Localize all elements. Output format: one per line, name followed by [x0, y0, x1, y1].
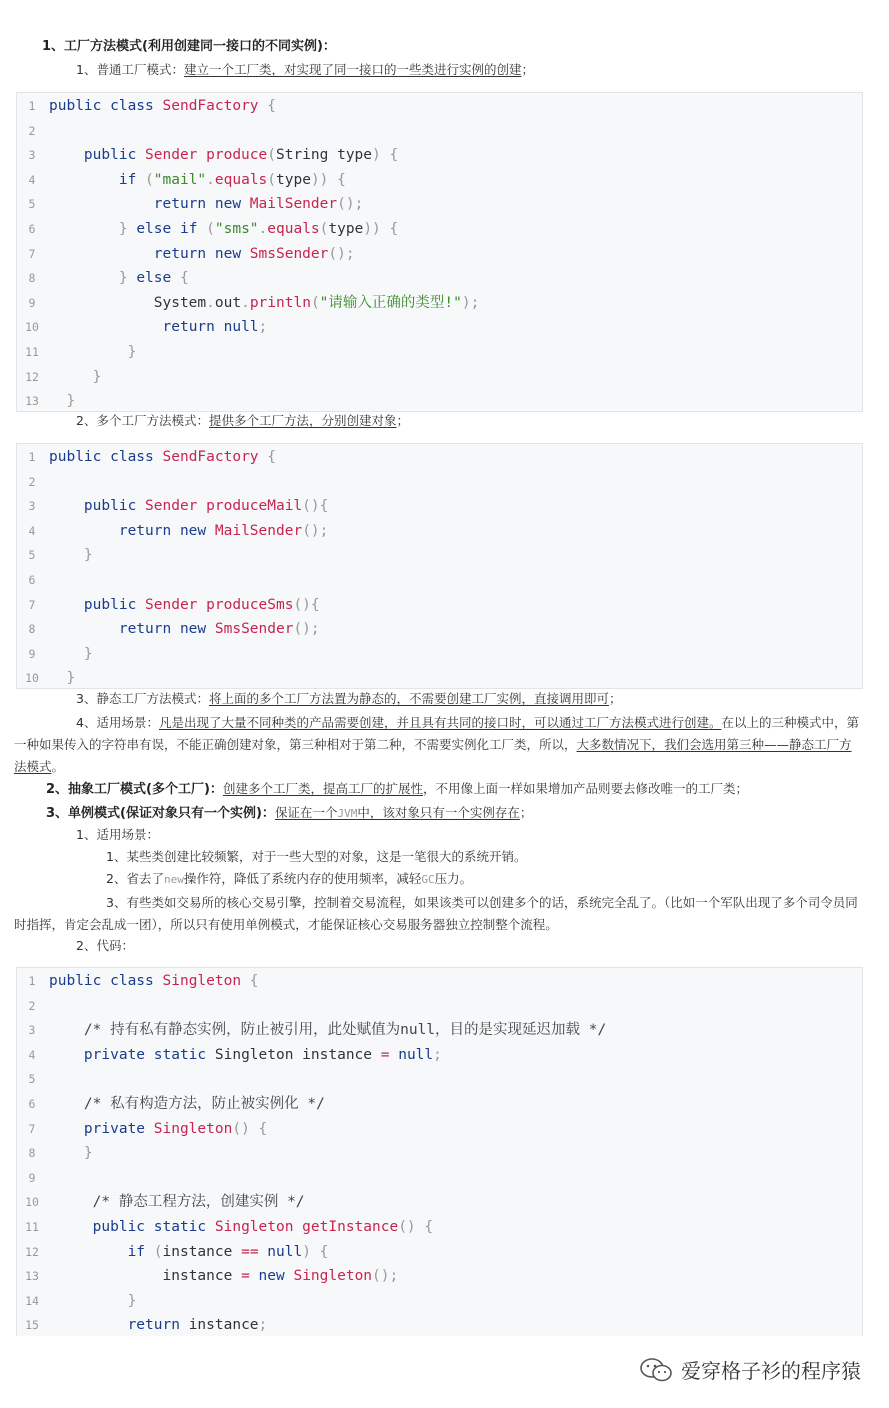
code-token: } — [66, 670, 76, 687]
code-token: (); — [302, 522, 329, 539]
code-token: } — [66, 393, 76, 410]
code-token: return null — [162, 319, 259, 336]
code-line — [17, 1313, 862, 1338]
line-number: 5 — [28, 197, 36, 212]
code-token: { — [258, 449, 276, 465]
code-line — [17, 192, 862, 217]
subsection-applicable-scenarios — [14, 712, 864, 778]
code-line — [17, 994, 862, 1019]
code-line — [17, 1018, 862, 1043]
label: 2、多个工厂方法模式： — [76, 413, 209, 428]
code-token: public class — [49, 973, 163, 989]
code-line — [17, 593, 862, 618]
code-token: null — [389, 1046, 434, 1063]
code-token: private static — [83, 1046, 215, 1063]
code-line — [17, 1117, 862, 1142]
watermark — [639, 1355, 861, 1384]
line-number: 3 — [28, 1023, 36, 1038]
code-line — [17, 617, 862, 642]
code-token: MailSender — [214, 522, 303, 539]
line-number: 6 — [28, 1096, 36, 1111]
code-token — [49, 1121, 84, 1137]
code-token — [49, 295, 154, 311]
jvm-term: JVM — [337, 807, 358, 820]
code-text — [49, 1289, 136, 1314]
line-number: 1 — [28, 99, 36, 113]
new-term: new — [163, 873, 184, 886]
code-token — [49, 270, 119, 286]
line-number: 13 — [25, 394, 39, 409]
code-token: () { — [232, 1120, 268, 1137]
code-line — [17, 1166, 862, 1191]
code-block-singleton — [16, 967, 863, 1336]
code-token: (){ — [302, 498, 329, 515]
code-token: SmsSender — [214, 621, 294, 638]
code-token: return new — [118, 522, 215, 539]
watermark-text: 爱穿格子衫的程序猿 — [681, 1359, 861, 1383]
code-token — [49, 523, 119, 539]
line-number: 9 — [28, 646, 36, 661]
code-token: println — [249, 294, 311, 311]
code-token: /* 静态工程方法，创建实例 */ — [92, 1194, 305, 1211]
code-token: ) { — [372, 147, 399, 164]
line-number: 7 — [28, 246, 36, 261]
code-token: { — [179, 270, 189, 287]
code-token — [49, 319, 163, 335]
code-token: Sender produce — [145, 147, 268, 164]
code-token — [49, 646, 84, 662]
code-text — [49, 242, 355, 267]
code-token: else if — [136, 220, 207, 237]
line-number: 1 — [28, 974, 36, 988]
code-token: equals — [214, 171, 268, 188]
code-line — [17, 266, 862, 291]
code-token: Singleton — [162, 973, 242, 989]
code-token — [49, 621, 119, 637]
code-line — [17, 666, 862, 691]
line-number: 3 — [28, 499, 36, 514]
code-text — [49, 1190, 305, 1215]
code-token: System — [153, 294, 207, 311]
code-token: ( — [145, 171, 154, 188]
code-token: MailSender — [249, 196, 338, 213]
text-c: 压力。 — [434, 871, 473, 886]
code-text — [49, 217, 398, 242]
singleton-scenarios-heading: 1、适用场景： — [76, 827, 159, 842]
desc-b: 中，该对象只有一个实例存在 — [357, 805, 520, 820]
line-number: 10 — [25, 1195, 39, 1210]
code-token: public class — [49, 98, 163, 114]
text-a: 2、省去了 — [106, 871, 164, 886]
code-token: Singleton — [153, 1120, 233, 1137]
code-line — [17, 568, 862, 593]
code-text — [49, 340, 136, 365]
code-text — [49, 143, 398, 168]
code-token: public class — [49, 449, 163, 465]
code-token: } — [83, 1145, 93, 1162]
code-token: return new — [118, 621, 215, 638]
code-line — [17, 291, 862, 316]
code-text — [49, 445, 276, 470]
line-number: 5 — [28, 548, 36, 563]
code-line — [17, 1067, 862, 1092]
code-line — [17, 1092, 862, 1117]
desc-a: 保证在一个 — [274, 805, 338, 820]
code-token — [49, 369, 93, 385]
code-line — [17, 94, 862, 119]
code-token: )) { — [310, 171, 346, 188]
code-line — [17, 543, 862, 568]
code-text — [49, 94, 276, 119]
code-token: type — [328, 220, 364, 237]
code-token: ; — [258, 319, 268, 336]
code-token — [49, 1317, 128, 1333]
code-line — [17, 445, 862, 470]
description — [275, 805, 520, 820]
code-token: public — [83, 498, 146, 515]
code-token — [49, 1244, 128, 1260]
code-line — [17, 242, 862, 267]
subsection-multiple-factory-methods — [76, 412, 409, 430]
code-token: (); — [337, 196, 364, 213]
code-text — [49, 1264, 398, 1289]
code-text — [49, 1141, 93, 1166]
section-heading-singleton: 3、单例模式(保证对象只有一个实例)： — [46, 806, 275, 821]
code-token: instance — [162, 1268, 242, 1285]
line-number: 4 — [28, 523, 36, 538]
code-token — [49, 1145, 84, 1161]
code-token — [49, 393, 66, 409]
code-token — [49, 1047, 84, 1063]
code-token: ; — [258, 1317, 268, 1334]
text: 在以上的三种模式中，第一种如果传入的字符串有误，不能正确创建对象，第三种相对于第二种，不需要实例化工厂类，所以， — [14, 715, 859, 752]
description: 提供多个工厂方法，分别创建对象 — [208, 413, 397, 428]
code-token — [49, 597, 84, 613]
code-token — [49, 1022, 84, 1038]
line-number: 9 — [28, 295, 36, 310]
code-token: if — [127, 1243, 154, 1260]
code-token — [49, 1219, 93, 1235]
code-token: = — [241, 1268, 250, 1285]
section-abstract-factory — [46, 780, 748, 799]
code-token: } — [127, 1292, 137, 1309]
code-text — [49, 1240, 328, 1265]
line-number: 4 — [28, 172, 36, 187]
code-line — [17, 217, 862, 242]
line-number: 12 — [25, 1244, 39, 1259]
line-number: 12 — [25, 369, 39, 384]
code-token — [49, 344, 128, 360]
label: 3、静态工厂方法模式： — [76, 691, 209, 706]
code-token: ( — [319, 220, 329, 237]
code-block-send-factory-2 — [16, 443, 863, 689]
code-token: return new — [153, 196, 250, 213]
code-token: Sender produceSms — [145, 596, 294, 613]
singleton-scenario-2 — [106, 870, 472, 889]
code-text — [49, 291, 479, 316]
code-token: ( — [206, 220, 215, 237]
code-token — [49, 172, 119, 188]
label: 4、适用场景： — [76, 715, 159, 730]
code-token: { — [258, 98, 276, 114]
code-token: (); — [293, 621, 320, 638]
description-2: 大多数情况下，我们会选用第三种——静态工厂方法模式 — [14, 737, 852, 774]
code-token: } — [83, 547, 93, 564]
line-number: 2 — [28, 998, 36, 1013]
code-token: type — [276, 171, 311, 188]
section-heading-factory-method: 1、工厂方法模式(利用创建同一接口的不同实例)： — [42, 39, 336, 54]
line-number: 6 — [28, 572, 36, 587]
code-text — [49, 519, 328, 544]
code-token — [49, 498, 84, 514]
code-text — [49, 1117, 267, 1142]
code-text — [49, 494, 328, 519]
code-line — [17, 470, 862, 495]
code-token — [49, 196, 154, 212]
code-token: = — [380, 1046, 390, 1063]
code-token — [49, 547, 84, 563]
description: 创建多个工厂类，提高工厂的扩展性 — [222, 781, 423, 796]
code-line — [17, 389, 862, 414]
code-line — [17, 1240, 862, 1265]
code-text — [49, 315, 267, 340]
code-token: } — [92, 368, 102, 385]
code-token: new — [249, 1268, 294, 1285]
end-punct: ； — [519, 805, 533, 820]
line-number: 7 — [28, 597, 36, 612]
subsection-static-factory — [76, 690, 622, 708]
code-line — [17, 143, 862, 168]
line-number: 2 — [28, 474, 36, 489]
code-token: ); — [461, 294, 480, 311]
code-token: public — [83, 596, 146, 613]
section-heading-abstract-factory: 2、抽象工厂模式(多个工厂)： — [46, 782, 223, 797]
code-token: return new — [153, 245, 250, 262]
code-token — [49, 670, 66, 686]
code-token: ) { — [302, 1243, 329, 1260]
singleton-scenario-1: 1、某些类创建比较频繁，对于一些大型的对象，这是一笔很大的系统开销。 — [106, 849, 527, 864]
code-text — [49, 365, 101, 390]
code-text — [49, 969, 259, 994]
code-token: SendFactory — [162, 98, 259, 114]
code-token: Sender produceMail — [145, 498, 303, 515]
code-token: . — [258, 220, 268, 237]
line-number: 8 — [28, 271, 36, 286]
line-number: 10 — [25, 320, 39, 335]
code-token: . — [206, 294, 215, 311]
code-token: if — [118, 171, 146, 188]
line-number: 15 — [25, 1318, 39, 1333]
description: 将上面的多个工厂方法置为静态的，不需要创建工厂实例，直接调用即可 — [208, 691, 609, 706]
code-token: )) { — [363, 220, 399, 237]
code-token: ( — [267, 171, 277, 188]
text: ，不用像上面一样如果增加产品则要去修改唯一的工厂类； — [422, 781, 748, 796]
text-b: 操作符，降低了系统内存的使用频率，减轻 — [183, 871, 422, 886]
code-token: } — [83, 645, 93, 662]
code-token: /* 私有构造方法，防止被实例化 */ — [83, 1095, 325, 1112]
code-token: /* 持有私有静态实例，防止被引用，此处赋值为null，目的是实现延迟加载 */ — [83, 1022, 607, 1039]
code-text — [49, 593, 320, 618]
code-text — [49, 543, 93, 568]
code-block-send-factory-1 — [16, 92, 863, 412]
end-punct: ； — [521, 62, 534, 77]
code-text — [49, 642, 93, 667]
code-token: SendFactory — [162, 449, 259, 465]
code-token: (){ — [293, 596, 320, 613]
code-text — [49, 168, 346, 193]
label: 1、普通工厂模式： — [76, 62, 184, 77]
code-token — [49, 1293, 128, 1309]
code-token: "请输入正确的类型!" — [319, 294, 462, 311]
code-text — [49, 1043, 442, 1068]
end-punct: ； — [608, 691, 622, 706]
code-token: "sms" — [214, 220, 259, 237]
code-token: } — [127, 343, 137, 360]
code-token: Singleton getInstance — [214, 1218, 399, 1235]
code-token — [49, 246, 154, 262]
code-token — [49, 1194, 93, 1210]
code-line — [17, 365, 862, 390]
code-line — [17, 1190, 862, 1215]
code-token: return — [127, 1317, 189, 1334]
code-text — [49, 1092, 325, 1117]
code-token — [49, 221, 119, 237]
code-token: "mail" — [153, 171, 207, 188]
code-text — [49, 389, 75, 414]
line-number: 9 — [28, 1170, 36, 1185]
code-token — [49, 1268, 163, 1284]
code-token: == — [241, 1243, 259, 1260]
singleton-code-heading: 2、代码： — [76, 938, 134, 953]
code-token: () { — [398, 1218, 434, 1235]
code-token: out — [214, 294, 242, 311]
subsection-normal-factory — [76, 61, 534, 79]
code-token: . — [206, 171, 215, 188]
description-1: 凡是出现了大量不同种类的产品需要创建，并且具有共同的接口时，可以通过工厂方法模式进行创建。 — [158, 715, 722, 730]
code-token: } — [118, 270, 137, 287]
line-number: 3 — [28, 148, 36, 163]
code-text — [49, 1018, 606, 1043]
code-token: Singleton — [293, 1268, 373, 1285]
end-punct: ； — [396, 413, 409, 428]
code-line — [17, 340, 862, 365]
line-number: 8 — [28, 1146, 36, 1161]
line-number: 6 — [28, 221, 36, 236]
code-token — [49, 1096, 84, 1112]
line-number: 4 — [28, 1047, 36, 1062]
code-token: instance — [188, 1317, 259, 1334]
code-token — [49, 147, 84, 163]
code-line — [17, 642, 862, 667]
code-token: (); — [328, 245, 355, 262]
code-token: ; — [433, 1046, 442, 1063]
line-number: 7 — [28, 1121, 36, 1136]
code-text — [49, 266, 189, 291]
code-line — [17, 1141, 862, 1166]
code-line — [17, 1215, 862, 1240]
code-token: } — [118, 220, 137, 237]
code-line — [17, 119, 862, 144]
line-number: 11 — [25, 344, 39, 359]
line-number: 10 — [25, 671, 39, 686]
code-line — [17, 168, 862, 193]
code-line — [17, 519, 862, 544]
section-singleton — [46, 804, 532, 823]
code-line — [17, 315, 862, 340]
code-token: (); — [372, 1268, 399, 1285]
code-token: equals — [267, 220, 320, 237]
code-text — [49, 1215, 433, 1240]
code-token: String type — [275, 147, 373, 164]
code-text — [49, 666, 75, 691]
code-line — [17, 1043, 862, 1068]
code-token: ( — [153, 1243, 163, 1260]
code-line — [17, 969, 862, 994]
wechat-icon — [639, 1357, 673, 1383]
code-token: Singleton instance — [214, 1046, 381, 1063]
code-text — [49, 1313, 267, 1338]
description: 建立一个工厂类，对实现了同一接口的一些类进行实例的创建 — [183, 62, 522, 77]
code-token: public — [83, 147, 146, 164]
code-token: else — [136, 270, 180, 287]
code-line — [17, 1264, 862, 1289]
code-token: SmsSender — [249, 245, 329, 262]
gc-term: GC — [421, 873, 435, 886]
line-number: 8 — [28, 622, 36, 637]
code-line — [17, 1289, 862, 1314]
code-token: instance — [162, 1243, 242, 1260]
code-token: { — [241, 973, 259, 989]
code-text — [49, 617, 320, 642]
code-token: private — [83, 1120, 154, 1137]
singleton-scenario-3: 3、有些类如交易所的核心交易引擎，控制着交易流程，如果该类可以创建多个的话，系统完全乱了。（比如一个军队出现了多个司令员同时指挥，肯定会乱成一团），所以只有使用单例模式，才能保证核心交易服务器独立控制整个流程。 — [14, 895, 858, 932]
code-token: public static — [92, 1218, 215, 1235]
line-number: 14 — [25, 1293, 39, 1308]
line-number: 5 — [28, 1072, 36, 1087]
code-token: . — [241, 294, 250, 311]
code-line — [17, 494, 862, 519]
line-number: 11 — [25, 1219, 39, 1234]
code-text — [49, 192, 363, 217]
line-number: 1 — [28, 450, 36, 464]
code-token: ( — [267, 147, 276, 164]
line-number: 13 — [25, 1269, 39, 1284]
end-punct: 。 — [51, 759, 65, 774]
code-token: ( — [310, 294, 320, 311]
line-number: 2 — [28, 123, 36, 138]
code-token: null — [258, 1243, 303, 1260]
